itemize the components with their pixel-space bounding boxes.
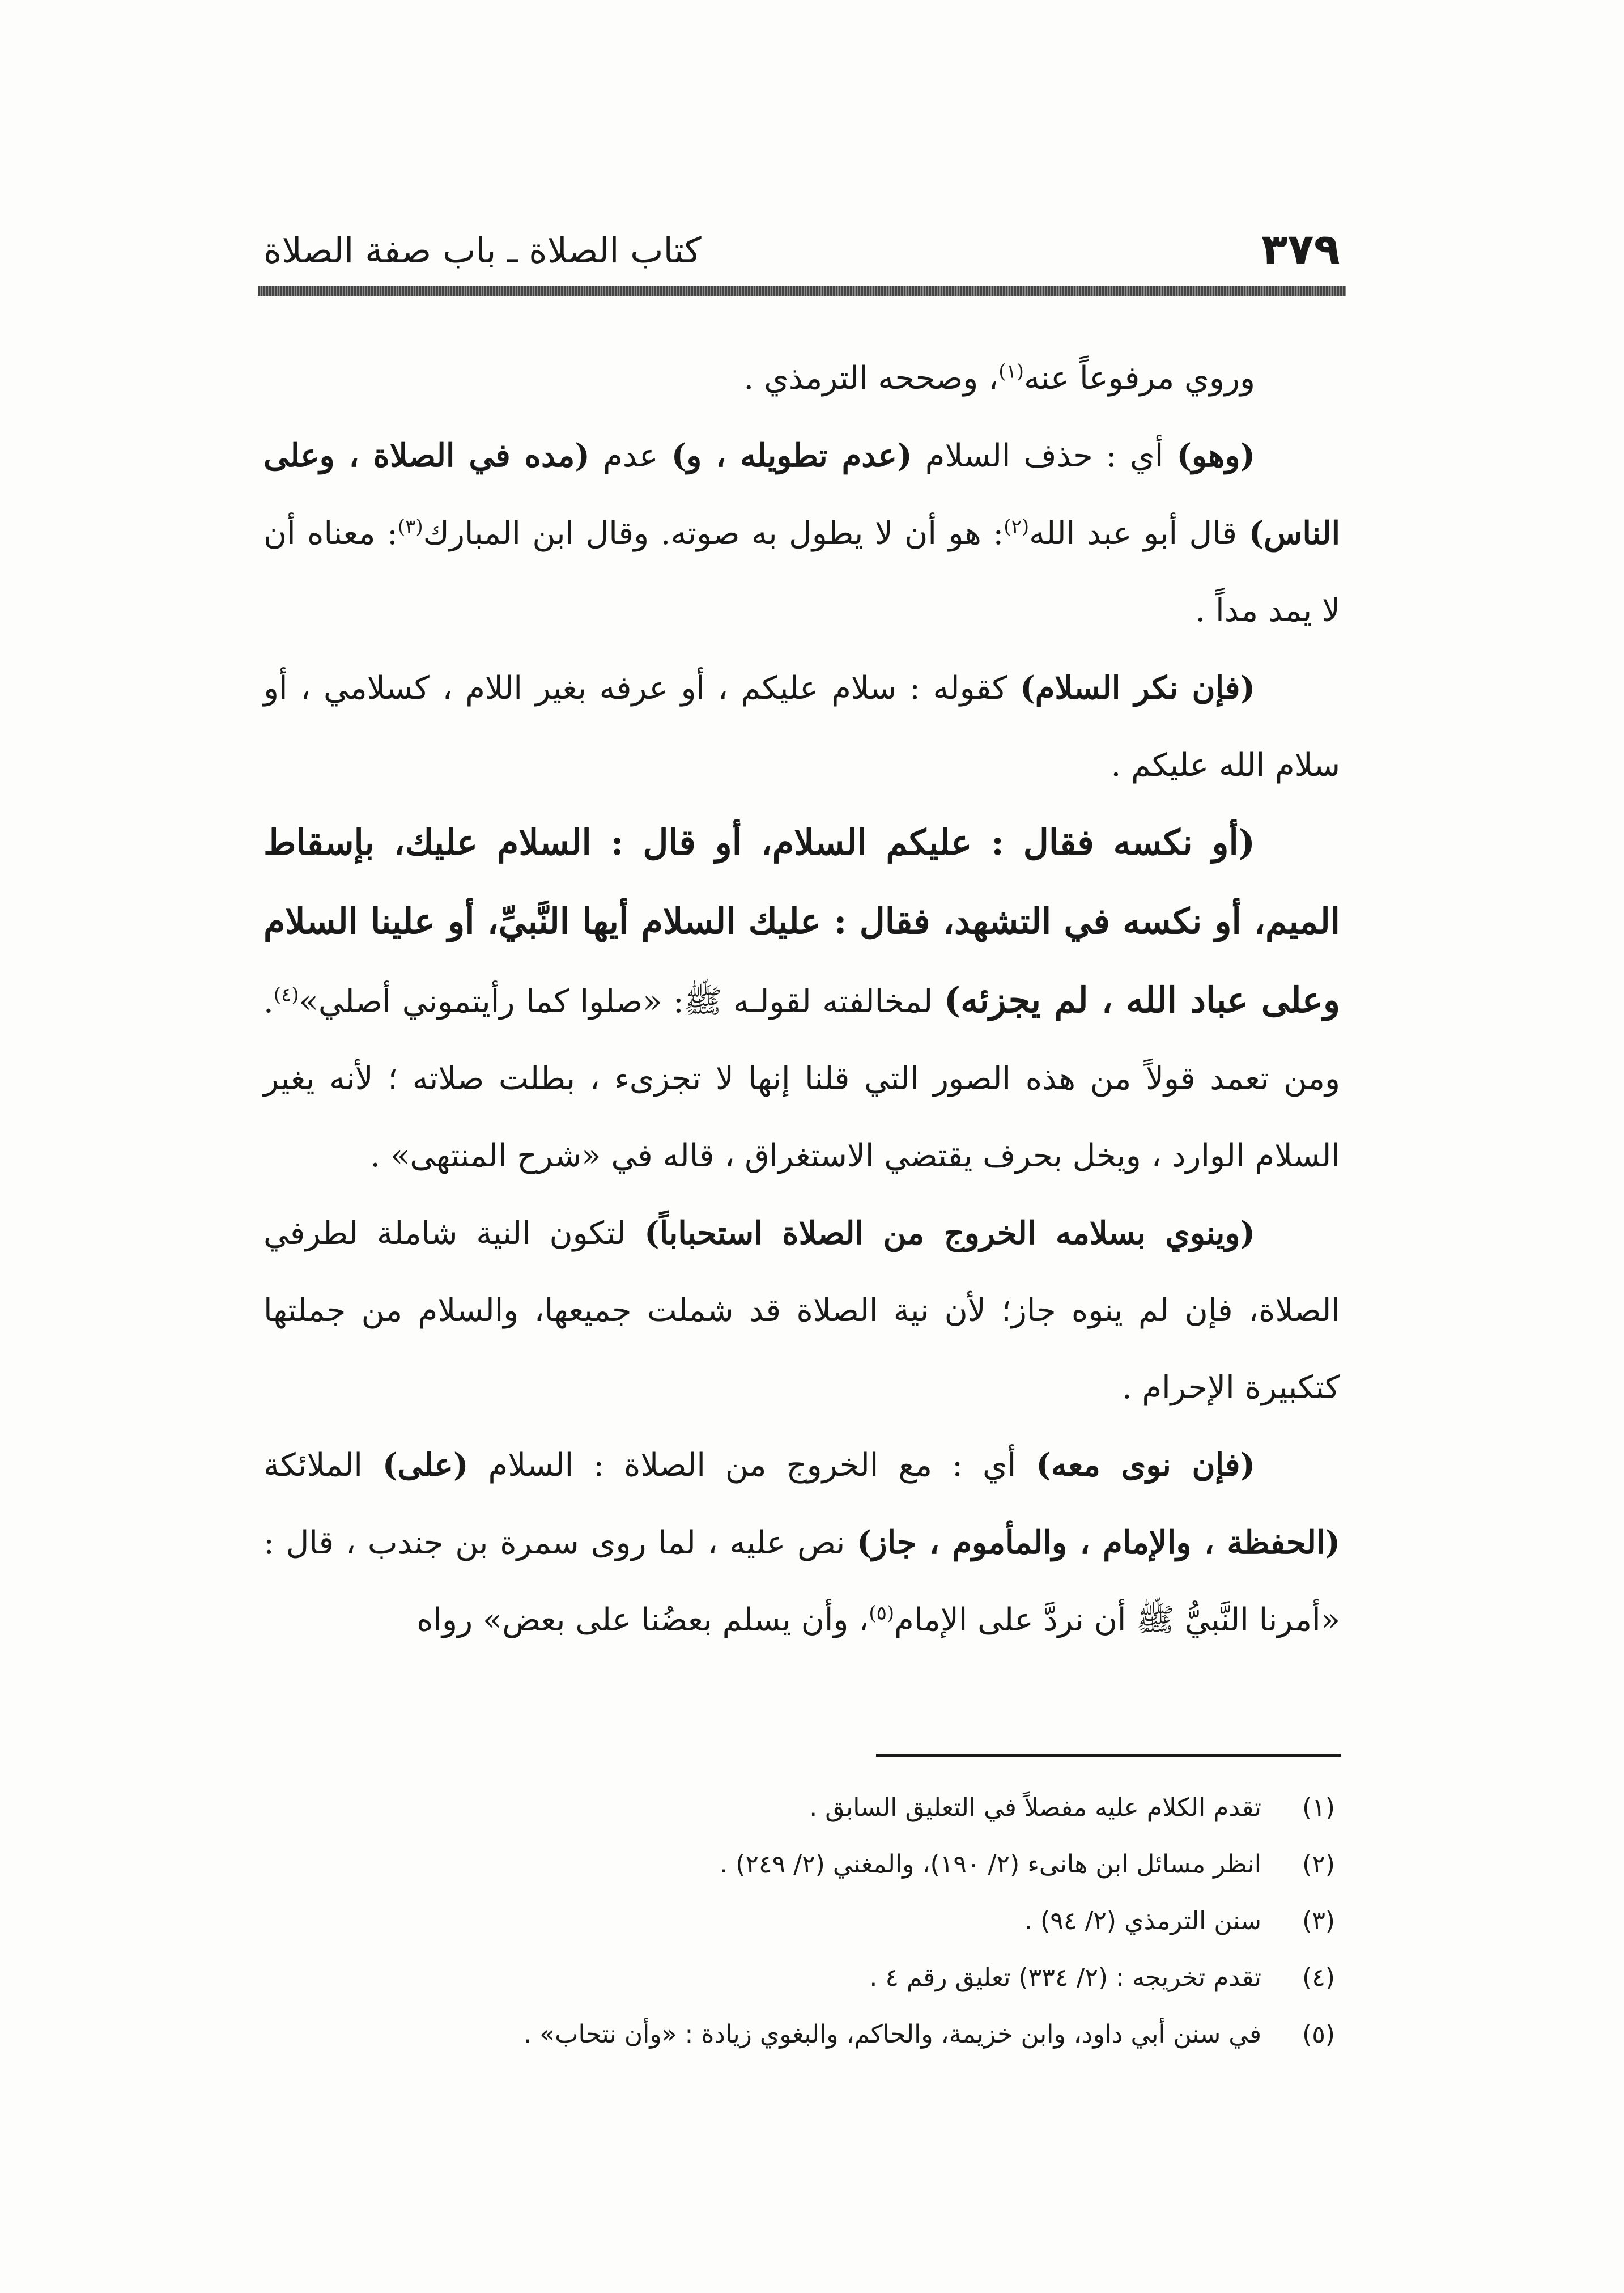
matn-text: (وينوي بسلامه الخروج من الصلاة استحباباً): [644, 1215, 1256, 1252]
text-run: أي : حذف السلام: [912, 438, 1177, 474]
paragraph-3: [263, 649, 1340, 804]
matn-text: (عدم تطويله ، و): [671, 437, 912, 474]
footnote-ref: (٣): [397, 515, 423, 538]
text-run: نص عليه ، لما روى سمرة بن جندب ، قال : «أمرنا النَّبيُّ ﷺ أن نردَّ على الإمام: [263, 1525, 1340, 1638]
footnote-item: [281, 1836, 1335, 1893]
text-run: أي : مع الخروج من الصلاة : السلام: [468, 1447, 1036, 1484]
matn-text: (أو نكسه فقال : عليكم السلام، أو قال : السلام عليك، بإسقاط الميم، أو نكسه في التشهد، فقال : عليك السلام أيها النَّبيِّ، أو علينا السلام وعلى عباد الله ، لم يجزئه): [263, 822, 1340, 1021]
text-run: ، وصححه الترمذي .: [743, 360, 999, 397]
page-number: ٣٧٩: [1261, 224, 1340, 274]
text-run: لتكون النية شاملة لطرفي الصلاة، فإن لم ينوه جاز؛ لأن نية الصلاة قد شملت جميعها، والسلام من جملتها كتكبيرة الإحرام .: [263, 1215, 1340, 1406]
text-run: وروي مرفوعاً عنه: [1024, 360, 1255, 397]
text-run: : معناه أن لا يمد مداً .: [263, 515, 1340, 629]
running-header: [263, 224, 1340, 275]
footnote-number: (٢): [1302, 1850, 1335, 1879]
footnote-text: تقدم تخريجه : (٢/ ٣٣٤) تعليق رقم ٤ .: [869, 1963, 1261, 1992]
text-run: كقوله : سلام عليكم ، أو عرفه بغير اللام ، كسلامي ، أو سلام الله عليكم .: [263, 670, 1340, 784]
main-text: [263, 340, 1340, 1659]
paragraph-4: [263, 804, 1340, 1195]
matn-text: (على): [382, 1446, 469, 1484]
paragraph-2: [263, 417, 1340, 649]
paragraph-6: [263, 1426, 1340, 1659]
paragraph-1: [263, 340, 1340, 417]
footnote-item: [281, 1780, 1335, 1836]
matn-text: (الحفظة ، والإمام ، والمأموم ، جاز): [857, 1524, 1340, 1561]
footnote-number: (١): [1302, 1793, 1335, 1822]
text-run: قال أبو عبد الله: [1029, 515, 1249, 552]
text-run: عدم: [589, 438, 671, 474]
footnote-text: في سنن أبي داود، وابن خزيمة، والحاكم، والبغوي زيادة : «وأن نتحاب» .: [524, 2020, 1261, 2049]
matn-text: (مده في الصلاة ، وعلى الناس): [263, 437, 1341, 552]
footnotes: [281, 1780, 1335, 2063]
footnote-ref: (١): [998, 360, 1024, 383]
footnote-separator: [876, 1754, 1341, 1757]
footnote-ref: (٥): [869, 1602, 895, 1625]
footnote-item: [281, 2006, 1335, 2063]
footnote-text: انظر مسائل ابن هانىء (٢/ ١٩٠)، والمغني (٢/ ٢٤٩) .: [720, 1850, 1261, 1879]
footnote-number: (٣): [1302, 1906, 1335, 1935]
footnote-item: [281, 1950, 1335, 2006]
matn-text: (وهو): [1176, 437, 1256, 474]
footnote-text: سنن الترمذي (٢/ ٩٤) .: [1024, 1906, 1261, 1935]
text-run: . ومن تعمد قولاً من هذه الصور التي قلنا إنها لا تجزىء ، بطلت صلاته ؛ لأنه يغير السلام الوارد ، ويخل بحرف يقتضي الاستغراق ، قاله في «شرح المنتهى» .: [263, 983, 1340, 1174]
header-rule: [258, 286, 1346, 296]
matn-text: (فإن نوى معه): [1036, 1446, 1255, 1484]
paragraph-5: [263, 1195, 1340, 1426]
footnote-ref: (٤): [273, 983, 299, 1007]
footnote-ref: (٢): [1004, 515, 1030, 538]
text-run: الملائكة: [263, 1447, 382, 1484]
footnote-text: تقدم الكلام عليه مفصلاً في التعليق السابق .: [809, 1793, 1261, 1822]
footnote-number: (٥): [1302, 2020, 1335, 2049]
running-title: كتاب الصلاة ـ باب صفة الصلاة: [263, 230, 702, 271]
text-run: : هو أن لا يطول به صوته. وقال ابن المبارك: [423, 515, 1004, 552]
matn-text: (فإن نكر السلام): [1020, 669, 1255, 707]
text-run: ، وأن يسلم بعضُنا على بعض» رواه: [416, 1602, 869, 1638]
footnote-number: (٤): [1302, 1963, 1335, 1992]
text-run: لمخالفته لقولـه ﷺ: «صلوا كما رأيتموني أصلي»: [299, 983, 944, 1020]
footnote-item: [281, 1893, 1335, 1950]
